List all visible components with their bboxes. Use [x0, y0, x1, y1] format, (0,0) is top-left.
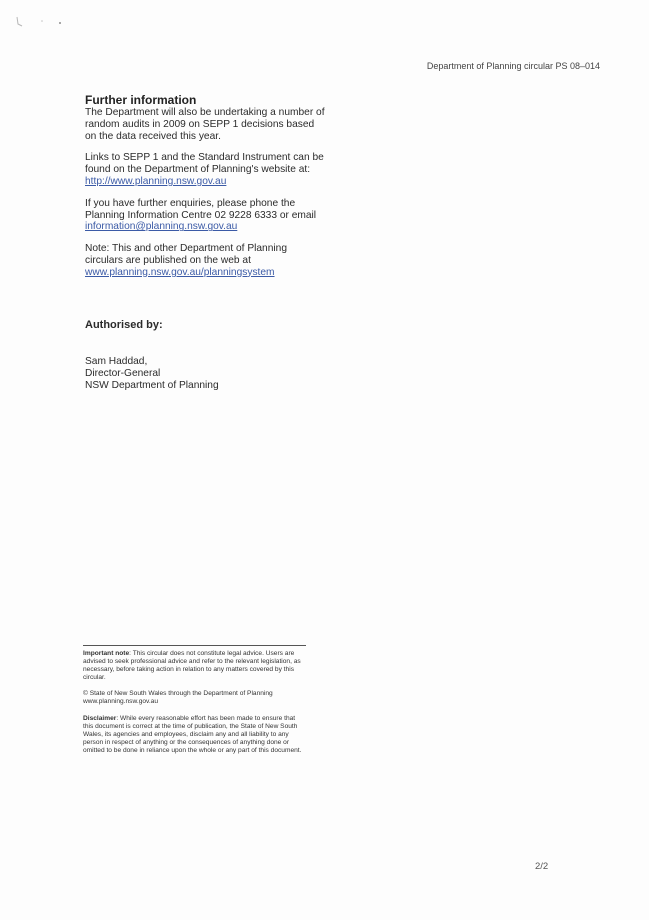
important-note-label: Important note — [83, 650, 130, 657]
disclaimer-note — [83, 715, 306, 755]
note-paragraph-text: Note: This and other Department of Planning circulars are published on the web at — [85, 243, 287, 266]
scan-artifact-marks — [14, 14, 74, 34]
copyright-note — [83, 690, 306, 706]
links-paragraph — [85, 152, 325, 187]
enquiries-paragraph-text: If you have further enquiries, please phone the Planning Information Centre 02 9228 6333 or email — [85, 197, 317, 221]
signatory-department: NSW Department of Planning — [85, 380, 219, 392]
copyright-line: © State of New South Wales through the Department of Planning — [83, 690, 273, 698]
important-note — [83, 650, 306, 682]
footer-divider — [83, 645, 306, 646]
planning-website-link[interactable]: http://www.planning.nsw.gov.au — [85, 175, 227, 187]
footer-notes — [83, 645, 306, 763]
audit-paragraph: The Department will also be undertaking a number of random audits in 2009 on SEPP 1 decisions based on the data received this year. — [85, 107, 325, 142]
enquiries-paragraph — [85, 198, 325, 233]
copyright-url: www.planning.nsw.gov.au — [83, 698, 159, 706]
further-information-heading: Further information — [85, 93, 197, 107]
further-information-section — [85, 93, 325, 289]
signatory-block — [85, 356, 219, 393]
disclaimer-label: Disclaimer — [83, 714, 117, 722]
planning-system-link[interactable]: www.planning.nsw.gov.au/planningsystem — [85, 266, 275, 278]
circular-reference: Department of Planning circular PS 08–014 — [426, 61, 600, 71]
signatory-name: Sam Haddad, — [85, 356, 148, 367]
links-paragraph-text: Links to SEPP 1 and the Standard Instrument can be found on the Department of Planning's website at: — [85, 152, 324, 176]
disclaimer-text: : While every reasonable effort has been made to ensure that this document is correct at the time of publication, the State of New South Wales, its agencies and employees, disclaim any and all liability to any person in respect of anything or the consequences of anything done or omitted to be done in reliance upon the whole or any part of this document. — [83, 714, 302, 754]
page-number: 2/2 — [535, 861, 549, 872]
email-link[interactable]: information@planning.nsw.gov.au — [85, 221, 238, 233]
note-paragraph — [85, 243, 325, 278]
signatory-title: Director-General — [85, 368, 161, 380]
important-note-text: : This circular does not constitute legal advice. Users are advised to seek professional advice and refer to the relevant legislation, as necessary, before taking action in relation to any matters covered by this circular. — [83, 650, 301, 682]
authorised-by-heading: Authorised by: — [85, 319, 163, 331]
